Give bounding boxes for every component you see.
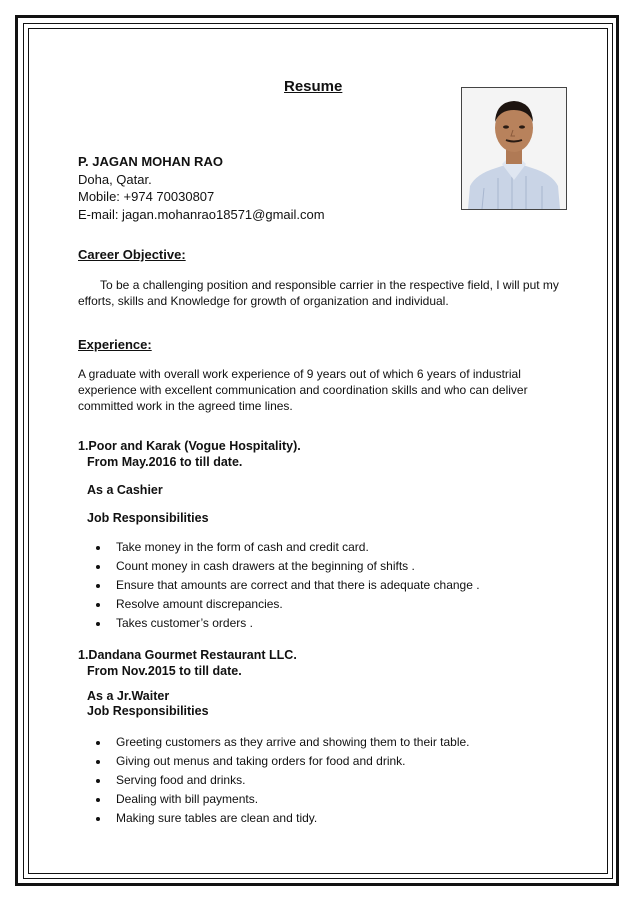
job-2-role: As a Jr.Waiter	[87, 689, 170, 703]
list-item: Giving out menus and taking orders for food and drink.	[96, 752, 470, 771]
mobile: Mobile: +974 70030807	[78, 189, 215, 204]
job-1-header	[78, 438, 301, 470]
contact-block	[78, 153, 325, 223]
list-item: Takes customer’s orders .	[96, 614, 480, 633]
job-1-responsibilities	[96, 538, 480, 633]
career-objective-heading: Career Objective:	[78, 247, 186, 262]
experience-heading: Experience:	[78, 337, 152, 352]
list-item: Take money in the form of cash and credit card.	[96, 538, 480, 557]
job-2-company: 1.Dandana Gourmet Restaurant LLC.	[78, 648, 297, 662]
page-title: Resume	[284, 78, 343, 95]
list-item: Ensure that amounts are correct and that there is adequate change .	[96, 576, 480, 595]
job-1-company: 1.Poor and Karak (Vogue Hospitality).	[78, 439, 301, 453]
email: E-mail: jagan.mohanrao18571@gmail.com	[78, 206, 325, 222]
list-item: Dealing with bill payments.	[96, 790, 470, 809]
job-1-period: From May.2016 to till date.	[87, 455, 243, 469]
list-item: Count money in cash drawers at the beginning of shifts .	[96, 557, 480, 576]
job-2-resp-label: Job Responsibilities	[87, 704, 209, 718]
job-1-role: As a Cashier	[87, 483, 163, 497]
career-objective-text: To be a challenging position and responsible carrier in the respective field, I will put my efforts, skills and Knowledge for growth of organization and individual.	[78, 278, 559, 308]
job-2-header	[78, 647, 297, 679]
list-item: Making sure tables are clean and tidy.	[96, 809, 470, 828]
list-item: Serving food and drinks.	[96, 771, 470, 790]
location: Doha, Qatar.	[78, 171, 152, 187]
profile-photo	[461, 87, 567, 210]
list-item: Resolve amount discrepancies.	[96, 595, 480, 614]
job-2-period: From Nov.2015 to till date.	[87, 664, 242, 678]
job-2-responsibilities	[96, 733, 470, 828]
experience-summary: A graduate with overall work experience of 9 years out of which 6 years of industrial experience with excellent communication and coordination skills and who can deliver committed work in the agreed time lines.	[78, 367, 528, 413]
list-item: Greeting customers as they arrive and showing them to their table.	[96, 733, 470, 752]
candidate-name: P. JAGAN MOHAN RAO	[78, 154, 223, 169]
job-1-resp-label: Job Responsibilities	[87, 511, 209, 525]
profile-photo-image	[462, 88, 566, 209]
